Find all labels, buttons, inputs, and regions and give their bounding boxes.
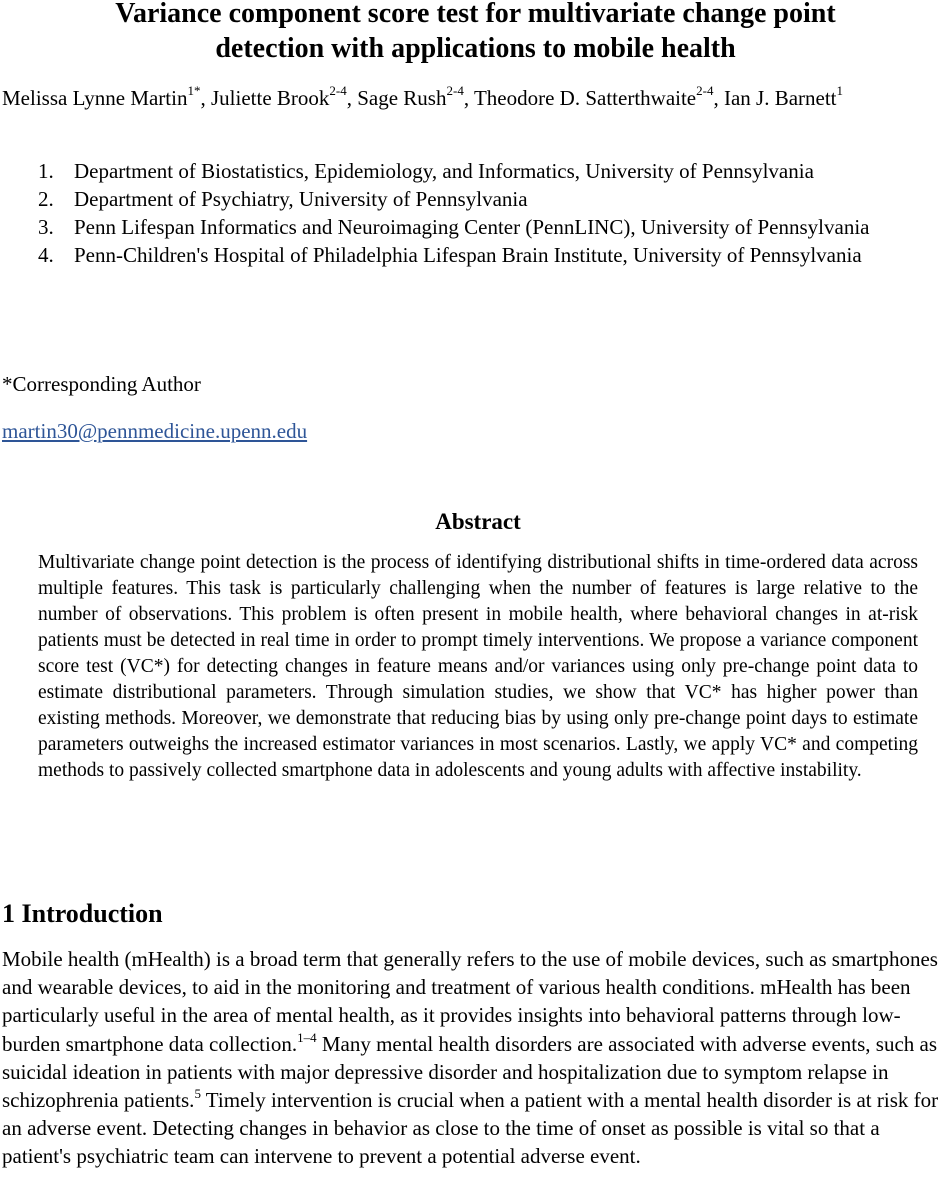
affiliation-text: Department of Psychiatry, University of Pennsylvania <box>74 187 528 211</box>
author-name: Ian J. Barnett <box>723 86 837 110</box>
affiliation-item <box>38 157 943 185</box>
author-affil-sup: 1* <box>187 83 201 98</box>
section-heading-introduction: 1 Introduction <box>2 899 163 928</box>
affiliation-text: Penn Lifespan Informatics and Neuroimaging Center (PennLINC), University of Pennsylvania <box>74 215 870 239</box>
author-separator: , <box>713 86 724 110</box>
author-list <box>2 85 942 112</box>
affiliation-text: Department of Biostatistics, Epidemiology, and Informatics, University of Pennsylvania <box>74 159 814 183</box>
author-affil-sup: 2-4 <box>446 83 464 98</box>
affiliation-number: 3. <box>38 215 54 239</box>
title-line-1: Variance component score test for multivariate change point <box>115 0 836 29</box>
citation: 5 <box>194 1086 201 1102</box>
abstract-text: Multivariate change point detection is the process of identifying distributional shifts in time-ordered data across multiple features. This task is particularly challenging when the number of features is large relative to the number of observations. This problem is often present in mobile health, where behavioral changes in at-risk patients must be detected in real time in order to prompt timely interventions. We propose a variance component score test (VC*) for detecting changes in feature means and/or variances using only pre-change point data to estimate distributional parameters. Through simulation studies, we show that VC* has higher power than existing methods. Moreover, we demonstrate that reducing bias by using only pre-change point days to estimate parameters outweighs the increased estimator variances in most scenarios. Lastly, we apply VC* and competing methods to passively collected smartphone data in adolescents and young adults with affective instability. <box>38 552 918 781</box>
affiliation-number: 2. <box>38 187 54 211</box>
abstract-heading: Abstract <box>435 509 521 534</box>
author-affil-sup: 1 <box>836 83 844 98</box>
affiliation-item <box>38 241 943 269</box>
title-line-2: detection with applications to mobile health <box>215 33 736 64</box>
author-name: Melissa Lynne Martin <box>2 86 188 110</box>
author-affil-sup: 2-4 <box>696 83 714 98</box>
affiliation-text: Penn-Children's Hospital of Philadelphia Lifespan Brain Institute, University of Pennsylvania <box>74 243 862 267</box>
affiliation-number: 1. <box>38 159 54 183</box>
author-name: Juliette Brook <box>210 86 330 110</box>
affiliation-list <box>38 157 943 269</box>
intro-text: Timely intervention is crucial when a patient with a mental health disorder is at risk for an adverse event. Detecting changes in behavior as close to the time of onset as possible is vital so that a patient's psychiatric team can intervene to prevent a potential adverse event. <box>2 1088 939 1169</box>
author-separator: , <box>200 86 211 110</box>
introduction-paragraph <box>2 945 948 1171</box>
affiliation-item <box>38 185 943 213</box>
author-separator: , <box>346 86 358 110</box>
author-affil-sup: 2-4 <box>329 83 347 98</box>
author-separator: , <box>463 86 474 110</box>
affiliation-number: 4. <box>38 243 54 267</box>
corresponding-author-label: *Corresponding Author <box>2 372 201 396</box>
affiliation-item <box>38 213 943 241</box>
intro-text: Mobile health (mHealth) is a broad term that generally refers to the use of mobile devices, such as smartphones and wearable devices, to aid in the monitoring and treatment of various health conditions. mHealth has been particularly useful in the area of mental health, as it provides insights into behavioral patterns through low-burden smartphone data collection. <box>2 947 938 1056</box>
email-link[interactable]: martin30@pennmedicine.upenn.edu <box>2 419 308 443</box>
intro-text: Many mental health disorders are associated with adverse events, such as suicidal ideation in patients with major depressive disorder and hospitalization due to symptom relapse in schizophrenia patients. <box>2 1031 938 1113</box>
author-name: Theodore D. Satterthwaite <box>473 86 697 110</box>
paper-title <box>0 0 951 66</box>
author-name: Sage Rush <box>357 86 447 110</box>
citation: 1–4 <box>297 1029 317 1045</box>
